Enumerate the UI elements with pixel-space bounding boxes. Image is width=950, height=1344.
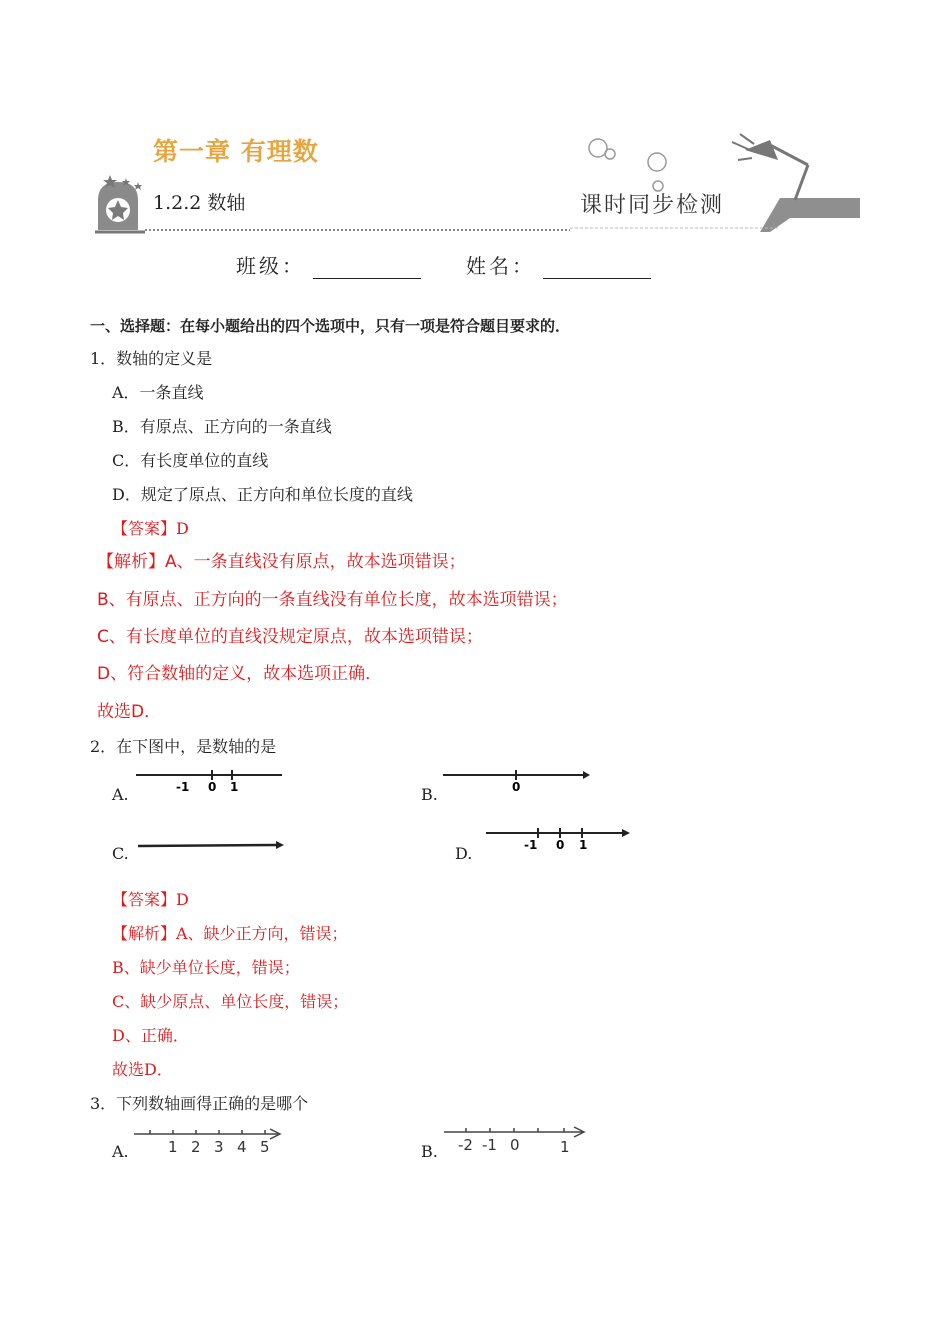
q2-analysis-line: C、缺少原点、单位长度，错误； bbox=[112, 992, 349, 1011]
class-label: 班级： bbox=[236, 254, 305, 278]
tick-label: 5 bbox=[260, 1138, 270, 1156]
q2-label-b: B. bbox=[421, 785, 438, 804]
q3-axis-b bbox=[440, 1122, 600, 1154]
q3-axis-a bbox=[130, 1124, 290, 1156]
tick-label: 3 bbox=[214, 1138, 224, 1156]
tick-label: -1 bbox=[482, 1136, 497, 1154]
q2-answer: 【答案】D bbox=[112, 890, 189, 909]
tick-label: 0 bbox=[512, 780, 521, 794]
q1-option-a: A．一条直线 bbox=[112, 383, 204, 402]
tick-label: 2 bbox=[191, 1138, 201, 1156]
q2-analysis-line: B、缺少单位长度，错误； bbox=[112, 958, 300, 977]
slogan: 课时同步检测 bbox=[580, 193, 725, 218]
q1-option-d: D．规定了原点、正方向和单位长度的直线 bbox=[112, 485, 413, 504]
q2-axis-a bbox=[132, 766, 292, 796]
q1-analysis-line: 故选D． bbox=[97, 702, 162, 722]
class-field[interactable] bbox=[236, 250, 421, 279]
tick-label: 4 bbox=[237, 1138, 247, 1156]
desk-lamp-icon bbox=[732, 134, 808, 200]
q1-analysis-line: C、有长度单位的直线没规定原点，故本选项错误； bbox=[97, 627, 483, 647]
q1-stem: 1．数轴的定义是 bbox=[90, 349, 213, 368]
q2-stem: 2．在下图中，是数轴的是 bbox=[90, 737, 277, 756]
q2-axis-c bbox=[134, 836, 294, 856]
q2-axis-b bbox=[440, 766, 600, 796]
section-instruction: 一、选择题：在每小题给出的四个选项中，只有一项是符合题目要求的． bbox=[90, 317, 571, 335]
star-badge-icon bbox=[98, 175, 142, 230]
q2-axis-d bbox=[482, 824, 642, 854]
q1-option-b: B．有原点、正方向的一条直线 bbox=[112, 417, 332, 436]
name-label: 姓名： bbox=[466, 254, 535, 278]
section-title: 1.2.2 数轴 bbox=[153, 192, 246, 214]
tick-label: 0 bbox=[556, 838, 565, 852]
class-blank[interactable] bbox=[313, 260, 421, 279]
q1-answer: 【答案】D bbox=[112, 519, 189, 538]
tick-label: -1 bbox=[524, 838, 538, 852]
q2-label-a: A. bbox=[112, 785, 129, 804]
tick-label: 0 bbox=[208, 780, 217, 794]
tick-label: 1 bbox=[168, 1138, 178, 1156]
q1-option-c: C．有长度单位的直线 bbox=[112, 451, 269, 470]
tick-label: 1 bbox=[579, 838, 588, 852]
q3-label-b: B. bbox=[421, 1142, 438, 1161]
q3-label-a: A. bbox=[112, 1142, 129, 1161]
q2-label-c: C. bbox=[112, 844, 129, 863]
q1-analysis-line: 【解析】A、一条直线没有原点，故本选项错误； bbox=[97, 552, 466, 572]
tick-label: -1 bbox=[176, 780, 190, 794]
chapter-title: 第一章 有理数 bbox=[153, 137, 319, 166]
tick-label: 1 bbox=[230, 780, 239, 794]
q2-analysis-line: 故选D． bbox=[112, 1060, 173, 1079]
q2-analysis-line: 【解析】A、缺少正方向，错误； bbox=[112, 924, 348, 943]
q2-label-d: D. bbox=[455, 844, 473, 863]
tick-label: 0 bbox=[510, 1136, 520, 1154]
q2-analysis-line: D、正确． bbox=[112, 1026, 189, 1045]
name-field[interactable] bbox=[466, 250, 651, 279]
tick-label: 1 bbox=[560, 1138, 570, 1154]
tick-label: -2 bbox=[458, 1136, 473, 1154]
q3-stem: 3．下列数轴画得正确的是哪个 bbox=[90, 1094, 309, 1113]
name-blank[interactable] bbox=[543, 260, 651, 279]
q1-analysis-line: B、有原点、正方向的一条直线没有单位长度，故本选项错误； bbox=[97, 590, 568, 610]
q1-analysis-line: D、符合数轴的定义，故本选项正确． bbox=[97, 664, 383, 684]
